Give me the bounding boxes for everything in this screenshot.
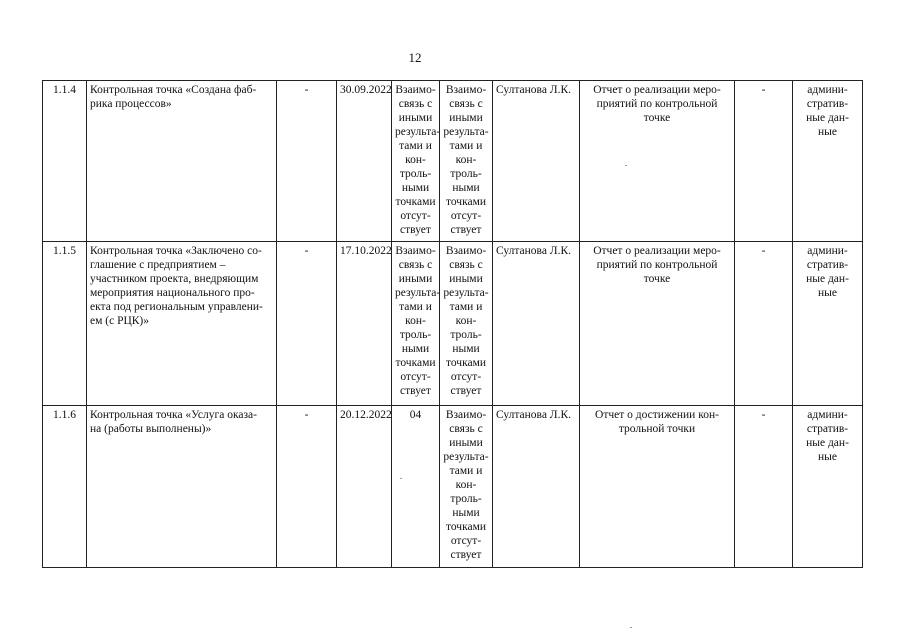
- document-cell: [580, 81, 735, 242]
- scan-speck: [625, 165, 627, 166]
- table-row: [43, 406, 863, 568]
- base-value: -: [304, 84, 309, 96]
- row-number: 1.1.6: [53, 409, 76, 421]
- control-points-table: [42, 80, 863, 568]
- responsible-person: Султанова Л.К.: [496, 409, 572, 421]
- data-source: админи- стратив- ные дан- ные: [806, 245, 849, 299]
- predecessor-text: Взаимо- связь с иными результа- тами и кон- троль- ными точками отсут- ствует: [395, 84, 441, 236]
- responsible-person: Султанова Л.К.: [496, 245, 572, 257]
- responsible-cell: [493, 406, 580, 568]
- data-source-cell: [793, 81, 863, 242]
- predecessor-cell: [392, 406, 440, 568]
- successor-cell: [440, 81, 493, 242]
- level-value: -: [761, 409, 766, 421]
- scan-speck: [630, 627, 632, 628]
- control-point-name-cell: [87, 242, 277, 406]
- control-point-name: Контрольная точка «Услуга оказа- на (работы выполнены)»: [90, 409, 257, 435]
- due-date: 17.10.2022: [340, 245, 392, 257]
- table-row: [43, 242, 863, 406]
- row-number-cell: [43, 242, 87, 406]
- predecessor-cell: [392, 81, 440, 242]
- level-cell: [735, 242, 793, 406]
- data-source: админи- стратив- ные дан- ные: [806, 409, 849, 463]
- data-source-cell: [793, 242, 863, 406]
- control-point-name-cell: [87, 406, 277, 568]
- successor-text: Взаимо- связь с иными результа- тами и кон- троль- ными точками отсут- ствует: [443, 245, 489, 397]
- row-number: 1.1.4: [53, 84, 76, 96]
- base-value-cell: [277, 81, 337, 242]
- confirming-document: Отчет о реализации меро- приятий по контрольной точке: [593, 84, 721, 124]
- predecessor-text: 04: [409, 409, 422, 421]
- page-number: 12: [408, 50, 422, 65]
- date-cell: [337, 406, 392, 568]
- level-cell: [735, 81, 793, 242]
- control-point-name: Контрольная точка «Создана фаб- рика процессов»: [90, 84, 257, 110]
- base-value: -: [304, 409, 309, 421]
- base-value-cell: [277, 406, 337, 568]
- successor-cell: [440, 242, 493, 406]
- scan-speck: [400, 478, 402, 479]
- predecessor-text: Взаимо- связь с иными результа- тами и кон- троль- ными точками отсут- ствует: [395, 245, 441, 397]
- control-point-name: Контрольная точка «Заключено со- глашение с предприятием – участником проекта, внедряющим мероприятия национального про- екта под региональным управлени- ем (с РЦК)»: [90, 245, 263, 327]
- confirming-document: Отчет о достижении кон- трольной точки: [595, 409, 719, 435]
- successor-text: Взаимо- связь с иными результа- тами и кон- троль- ными точками отсут- ствует: [443, 409, 489, 561]
- responsible-person: Султанова Л.К.: [496, 84, 572, 96]
- due-date: 30.09.2022: [340, 84, 392, 96]
- data-source-cell: [793, 406, 863, 568]
- base-value-cell: [277, 242, 337, 406]
- row-number: 1.1.5: [53, 245, 76, 257]
- responsible-cell: [493, 242, 580, 406]
- level-value: -: [761, 245, 766, 257]
- due-date: 20.12.2022: [340, 409, 392, 421]
- date-cell: [337, 81, 392, 242]
- row-number-cell: [43, 406, 87, 568]
- level-value: -: [761, 84, 766, 96]
- row-number-cell: [43, 81, 87, 242]
- control-point-name-cell: [87, 81, 277, 242]
- predecessor-cell: [392, 242, 440, 406]
- document-cell: [580, 406, 735, 568]
- date-cell: [337, 242, 392, 406]
- confirming-document: Отчет о реализации меро- приятий по контрольной точке: [593, 245, 721, 285]
- document-cell: [580, 242, 735, 406]
- table-row: [43, 81, 863, 242]
- successor-text: Взаимо- связь с иными результа- тами и кон- троль- ными точками отсут- ствует: [443, 84, 489, 236]
- responsible-cell: [493, 81, 580, 242]
- level-cell: [735, 406, 793, 568]
- base-value: -: [304, 245, 309, 257]
- successor-cell: [440, 406, 493, 568]
- data-source: админи- стратив- ные дан- ные: [806, 84, 849, 138]
